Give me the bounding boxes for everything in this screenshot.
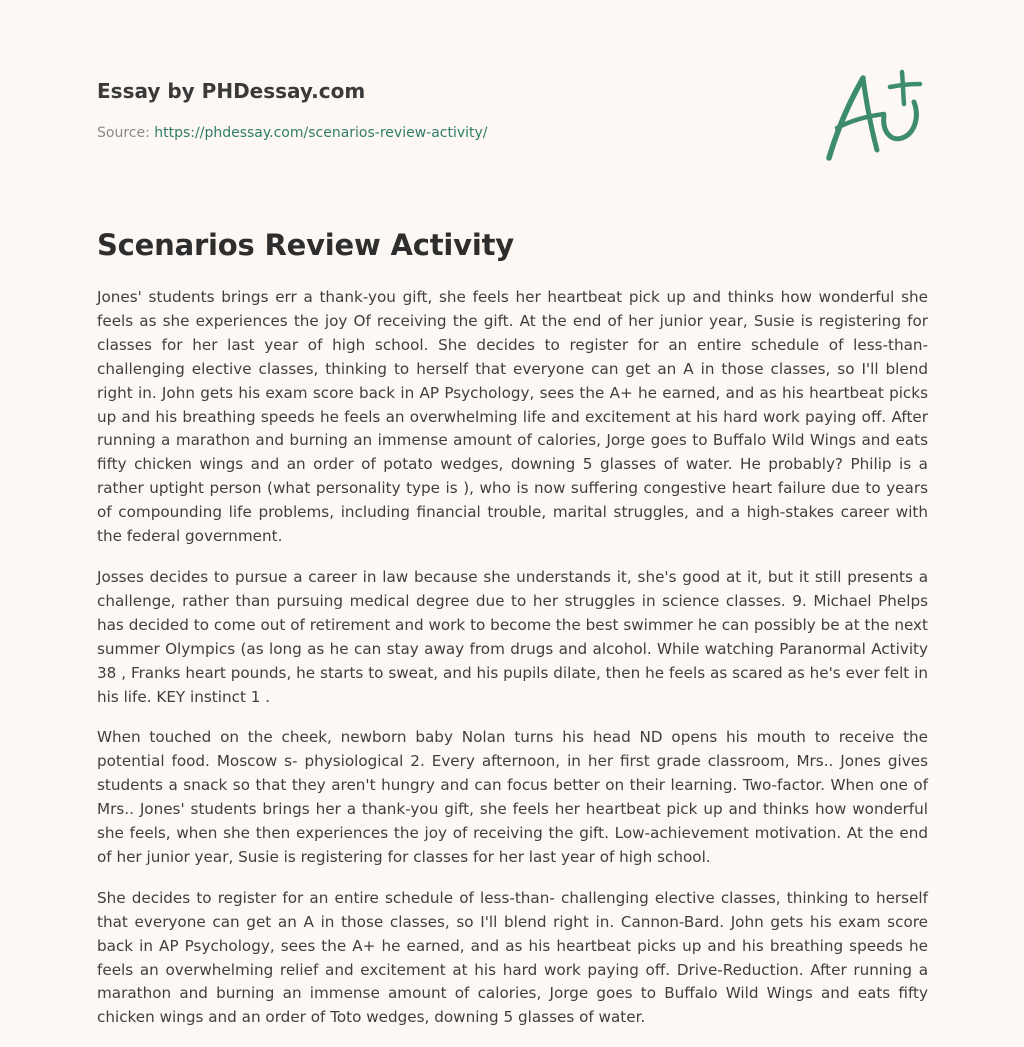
a-plus-logo-icon [822, 66, 926, 164]
source-label: Source: [97, 125, 155, 141]
page-header [97, 78, 697, 142]
essay-body [97, 286, 928, 1047]
essay-title: Scenarios Review Activity [97, 228, 514, 262]
source-line [97, 124, 697, 142]
essay-paragraph: Josses decides to pursue a career in law because she understands it, she's good at it, but it still presents a challenge, rather than pursuing medical degree due to her struggles in science classes. 9. Michael Phelps has decided to come out of retirement and work to become the best swimmer he can possibly be at the next summer Olympics (as long as he can stay away from drugs and alcohol. While watching Paranormal Activity 38 , Franks heart pounds, he starts to sweat, and his pupils dilate, then he feels as scared as he's ever felt in his life. KEY instinct 1 . [97, 567, 928, 706]
essay-paragraph: When touched on the cheek, newborn baby Nolan turns his head ND opens his mouth to receive the potential food. Moscow s- physiological 2. Every afternoon, in her first grade classroom, Mrs.. Jones gives students a snack so that they aren't hungry and can focus better on their learning. Two-factor. When one of Mrs.. Jones' students brings her a thank-you gift, she feels her heartbeat pick up and thinks how wonderful she feels, when she then experiences the joy of receiving the gift. Low-achievement motivation. At the end of her junior year, Susie is registering for classes for her last year of high school. [97, 728, 928, 866]
site-title: Essay by PHDessay.com [97, 79, 366, 103]
essay-paragraph: Jones' students brings err a thank-you gift, she feels her heartbeat pick up and thinks how wonderful she feels as she experiences the joy Of receiving the gift. At the end of her junior year, Susie is registering for classes for her last year of high school. She decides to register for an entire schedule of less-than-challenging elective classes, thinking to herself that everyone can get an A in those classes, so I'll blend right in. John gets his exam score back in AP Psychology, sees the A+ he earned, and as his heartbeat picks up and his breathing speeds he feels an overwhelming life and excitement at his hard work paying off. After running a marathon and burning an immense amount of calories, Jorge goes to Buffalo Wild Wings and eats fifty chicken wings and an order of potato wedges, downing 5 glasses of water. He probably? Philip is a rather uptight person (what personality type is ), who is now suffering congestive heart failure due to years of compounding life problems, including financial trouble, marital struggles, and a high-stakes career with the federal government. [97, 288, 928, 546]
source-link[interactable]: https://phdessay.com/scenarios-review-activity/ [154, 125, 488, 141]
essay-paragraph: She decides to register for an entire schedule of less-than- challenging elective classes, thinking to herself that everyone can get an A in those classes, so I'll blend right in. Cannon-Bard. John gets his exam score back in AP Psychology, sees the A+ he earned, and as his heartbeat picks up and his breathing speeds he feels an overwhelming relief and excitement at his hard work paying off. Drive-Reduction. After running a marathon and burning an immense amount of calories, Jorge goes to Buffalo Wild Wings and eats fifty chicken wings and an order of Toto wedges, downing 5 glasses of water. [97, 888, 928, 1027]
